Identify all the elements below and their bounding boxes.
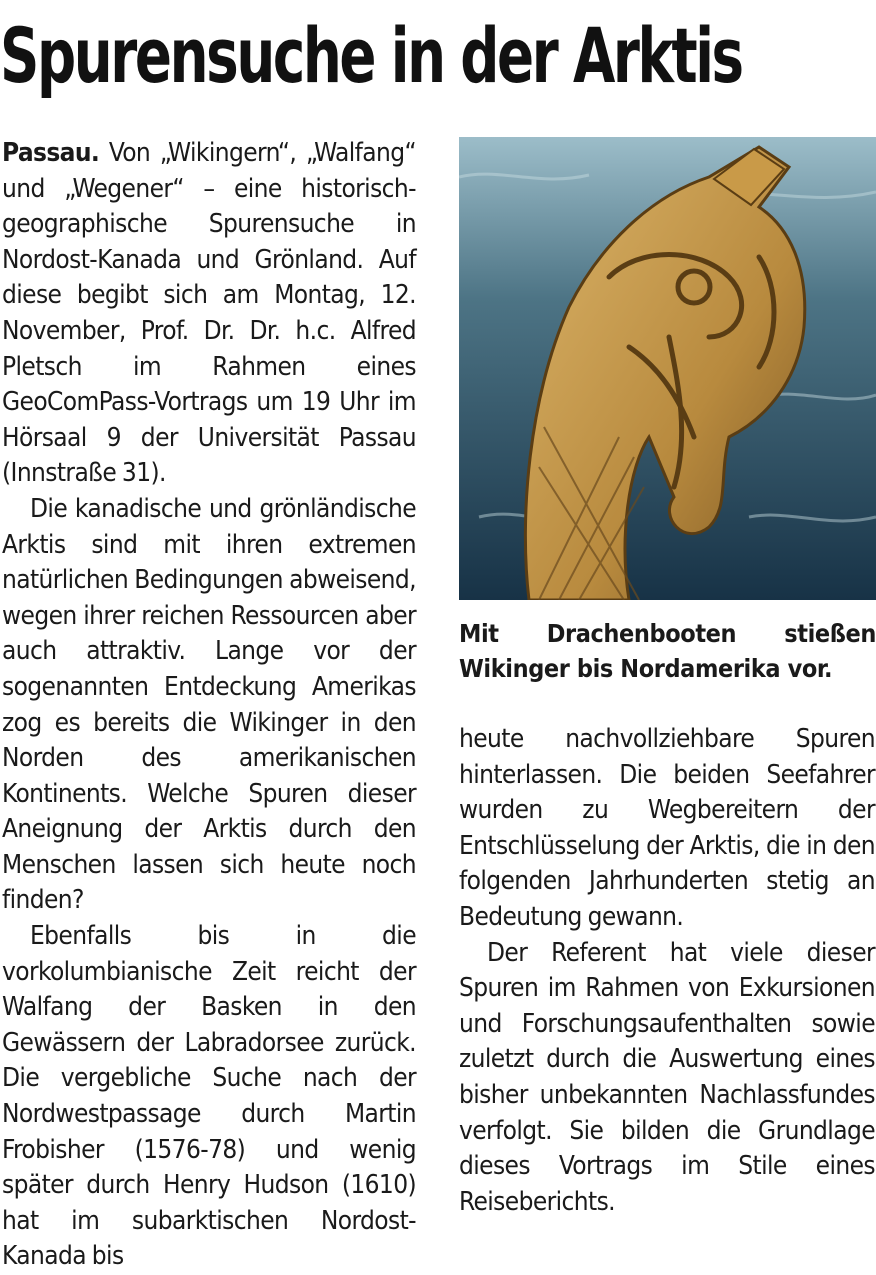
dragon-figurehead-image	[459, 137, 876, 600]
paragraph-1-body: Von „Wikingern“, „Walfang“ und „Wegener“ – eine historisch-geographische Spurensuche in Nordost-Kanada und Grönland. Auf diese begibt sich am Montag, 12. November, Prof. Dr. Dr. h.c. Alfred Pletsch im Rahmen eines GeoComPass-Vortrags um 19 Uhr im Hörsaal 9 der Universität Passau (Innstraße 31).	[2, 138, 416, 489]
paragraph-3: Ebenfalls bis in die vorkolumbianische Zeit reicht der Walfang der Basken in den Gewässern der Labradorsee zurück. Die vergebliche Suche nach der Nordwestpassage durch Martin Frobisher (1576-78) und wenig später durch Henry Hudson (1610) hat im subarktischen Nordost-Kanada bis	[2, 921, 416, 1272]
headline: Spurensuche in der Arktis	[0, 11, 742, 100]
dateline: Passau.	[2, 138, 100, 168]
paragraph-2: Die kanadische und grönländische Arktis sind mit ihren extremen natürlichen Bedingungen abweisend, wegen ihrer reichen Ressourcen aber auch attraktiv. Lange vor der sogenannten Entdeckung Amerikas zog es bereits die Wikinger in den Norden des amerikanischen Kontinents. Welche Spuren dieser Aneignung der Arktis durch den Menschen lassen sich heute noch finden?	[2, 493, 416, 916]
paragraph-1	[2, 136, 416, 492]
paragraph-4: heute nachvollziehbare Spuren hinterlassen. Die beiden Seefahrer wurden zu Wegbereitern der Entschlüsselung der Arktis, die in den folgenden Jahrhunderten stetig an Bedeutung gewann.	[459, 724, 875, 932]
photo-caption: Mit Drachenbooten stießen Wikinger bis Nordamerika vor.	[459, 619, 876, 683]
left-column	[2, 136, 416, 1275]
right-column	[459, 722, 875, 1220]
paragraph-5: Der Referent hat viele dieser Spuren im Rahmen von Exkursionen und Forschungsaufenthalten sowie zuletzt durch die Auswertung eines bisher unbekannten Nachlassfundes verfolgt. Sie bilden die Grundlage dieses Vortrags im Stile eines Reiseberichts.	[459, 937, 875, 1217]
